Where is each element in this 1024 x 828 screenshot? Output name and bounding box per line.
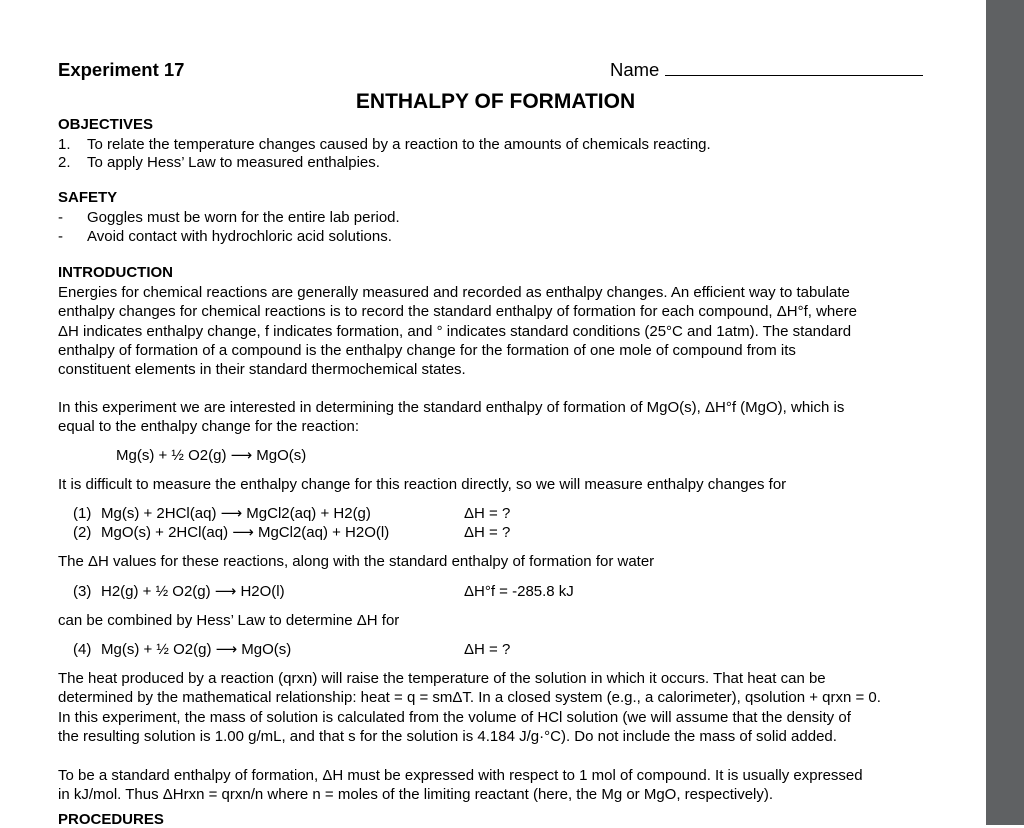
safety-item — [58, 208, 400, 227]
scrollbar[interactable] — [986, 0, 1024, 825]
intro-paragraph-1 — [58, 283, 933, 379]
text-line: determined by the mathematical relationship: heat = q = smΔT. In a closed system (e.g., a calorimeter), qsolution + qrxn = 0. — [58, 689, 881, 707]
safety-bullet: - — [58, 209, 63, 226]
procedures-heading-cut — [58, 811, 258, 828]
safety-text: Goggles must be worn for the entire lab period. — [87, 209, 400, 226]
name-field — [610, 59, 923, 81]
reaction-2-dh: ΔH = ? — [464, 524, 511, 541]
reaction-1 — [73, 504, 371, 523]
procedures-heading-text: PROCEDURES — [58, 811, 164, 828]
reaction-2 — [73, 523, 389, 542]
page-title: ENTHALPY OF FORMATION — [355, 90, 636, 113]
document-page — [58, 0, 933, 828]
reaction-1-dh: ΔH = ? — [464, 505, 511, 522]
reaction-4-dh: ΔH = ? — [464, 641, 511, 658]
objective-number: 2. — [58, 154, 71, 171]
difficult-sentence: It is difficult to measure the enthalpy change for this reaction directly, so we will measure enthalpy changes for — [58, 476, 787, 493]
along-with-sentence: The ΔH values for these reactions, along with the standard enthalpy of formation for water — [58, 553, 655, 570]
text-line: enthalpy changes for chemical reactions is to record the standard enthalpy of formation for each compound, ΔH°f, where — [58, 303, 857, 321]
reaction-label: (2) — [73, 524, 92, 541]
reaction-equation: Mg(s) + ½ O2(g) ⟶ MgO(s) — [101, 641, 292, 658]
text-line: Energies for chemical reactions are generally measured and recorded as enthalpy changes. An efficient way to tabulate — [58, 284, 850, 301]
name-blank-line — [665, 74, 923, 76]
objective-text: To apply Hess’ Law to measured enthalpies. — [87, 154, 380, 171]
reaction-equation: H2(g) + ½ O2(g) ⟶ H2O(l) — [101, 583, 285, 600]
reaction-label: (4) — [73, 641, 92, 658]
objective-item — [58, 135, 711, 154]
text-line: in kJ/mol. Thus ΔHrxn = qrxn/n where n = moles of the limiting reactant (here, the Mg or MgO, respectively). — [58, 786, 774, 804]
objectives-heading: OBJECTIVES — [58, 116, 154, 133]
objective-item — [58, 153, 380, 172]
standard-enthalpy-paragraph — [58, 766, 933, 805]
safety-item — [58, 227, 392, 246]
reaction-4 — [73, 640, 291, 659]
text-line: To be a standard enthalpy of formation, ΔH must be expressed with respect to 1 mol of compound. It is usually expressed — [58, 767, 863, 784]
main-reaction: Mg(s) + ½ O2(g) ⟶ MgO(s) — [116, 447, 307, 464]
introduction-heading: INTRODUCTION — [58, 264, 173, 281]
intro-p2-line1: In this experiment we are interested in determining the standard enthalpy of formation of MgO(s), ΔH°f (MgO), which is — [58, 399, 845, 416]
reaction-label: (3) — [73, 583, 92, 600]
intro-p2-line2: equal to the enthalpy change for the reaction: — [58, 418, 360, 435]
reaction-3 — [73, 582, 285, 601]
combined-sentence: can be combined by Hess’ Law to determine ΔH for — [58, 612, 400, 629]
experiment-number: Experiment 17 — [58, 59, 185, 80]
reaction-3-dh: ΔH°f = -285.8 kJ — [464, 583, 574, 600]
reaction-equation: MgO(s) + 2HCl(aq) ⟶ MgCl2(aq) + H2O(l) — [101, 524, 390, 541]
objective-text: To relate the temperature changes caused by a reaction to the amounts of chemicals reacting. — [87, 136, 711, 153]
safety-heading: SAFETY — [58, 189, 118, 206]
reaction-equation: Mg(s) + 2HCl(aq) ⟶ MgCl2(aq) + H2(g) — [101, 505, 371, 522]
text-line: constituent elements in their standard thermochemical states. — [58, 361, 466, 379]
objective-number: 1. — [58, 136, 71, 153]
text-line: enthalpy of formation of a compound is the enthalpy change for the formation of one mole of compound from its — [58, 341, 796, 359]
heat-paragraph — [58, 669, 933, 746]
name-label: Name — [610, 59, 660, 80]
reaction-label: (1) — [73, 505, 92, 522]
safety-text: Avoid contact with hydrochloric acid solutions. — [87, 228, 392, 245]
text-line: the resulting solution is 1.00 g/mL, and that s for the solution is 4.184 J/g·°C). Do not include the mass of solid added. — [58, 727, 837, 745]
text-line: In this experiment, the mass of solution is calculated from the volume of HCl solution (we will assume that the density of — [58, 708, 851, 726]
safety-bullet: - — [58, 228, 63, 245]
text-line: ΔH indicates enthalpy change, f indicates formation, and ° indicates standard conditions (25°C and 1atm). The standard — [58, 322, 852, 340]
text-line: The heat produced by a reaction (qrxn) will raise the temperature of the solution in which it occurs. That heat can be — [58, 670, 826, 687]
